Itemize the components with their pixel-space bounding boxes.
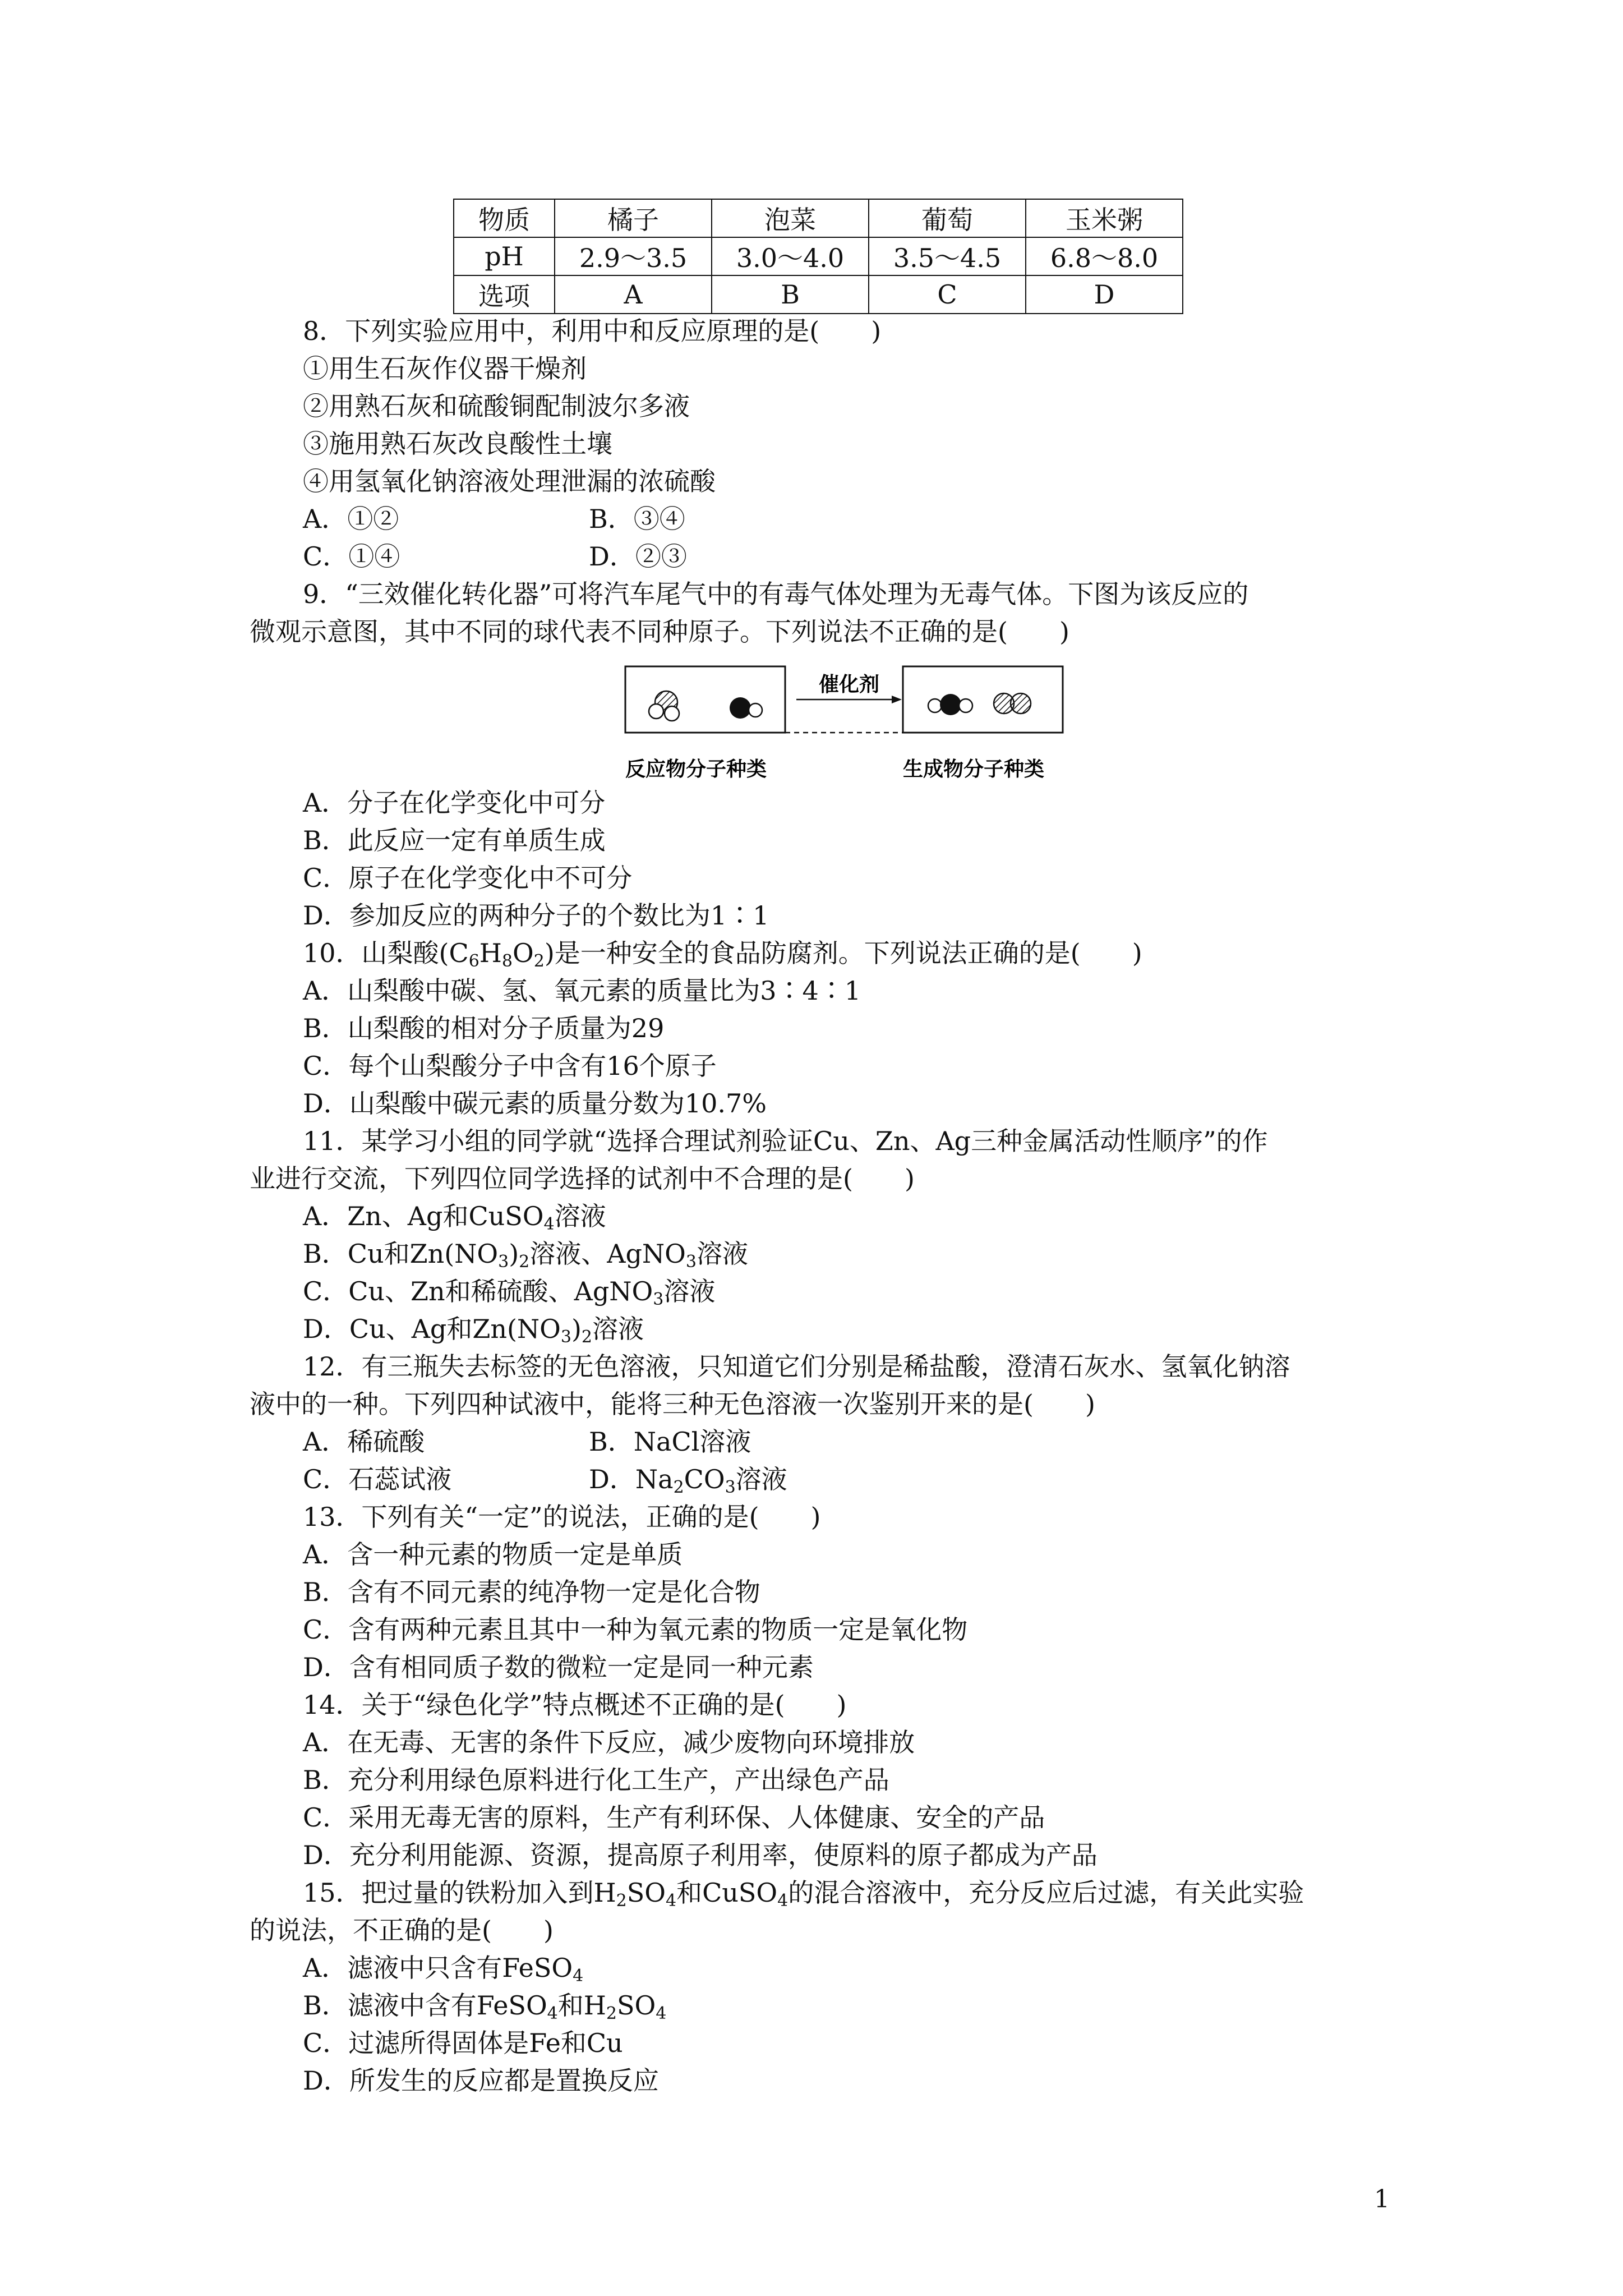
option-b: B．此反应一定有单质生成 <box>303 825 606 855</box>
option-a: A．分子在化学变化中可分 <box>303 788 606 818</box>
question-15-stem-cont: 的说法，不正确的是( ) <box>250 1915 554 1945</box>
white-atom <box>749 703 762 717</box>
option-d: D．所发生的反应都是置换反应 <box>303 2065 659 2096</box>
reaction-diagram <box>623 662 1071 791</box>
option-a: A．在无毒、无害的条件下反应，减少废物向环境排放 <box>303 1727 915 1757</box>
table-cell: 橘子 <box>555 199 712 237</box>
question-11-stem-cont: 业进行交流，下列四位同学选择的试剂中不合理的是( ) <box>250 1163 915 1194</box>
statement-2: ②用熟石灰和硫酸铜配制波尔多液 <box>303 391 690 421</box>
option-c: C．每个山梨酸分子中含有16个原子 <box>303 1051 717 1081</box>
black-atom <box>940 694 961 715</box>
question-10-stem: 10．山梨酸$(C_6H_8O_2)$是一种安全的食品防腐剂。下列说法正确的是( ) <box>303 938 1142 971</box>
option-d: D．②③ <box>589 541 687 572</box>
table-cell: 物质 <box>454 199 555 237</box>
option-a: A．滤液中只含有FeSO$_4$ <box>303 1953 584 1986</box>
question-11-stem: 11．某学习小组的同学就“选择合理试剂验证Cu、Zn、Ag三种金属活动性顺序”的作 <box>303 1126 1268 1156</box>
option-a: A．①② <box>303 504 399 534</box>
question-13-stem: 13．下列有关“一定”的说法，正确的是( ) <box>303 1502 821 1532</box>
option-c: C．采用无毒无害的原料，生产有利环保、人体健康、安全的产品 <box>303 1802 1045 1833</box>
option-d: D．Cu、Ag和$Zn(NO_3)_2$溶液 <box>303 1314 644 1347</box>
option-a: A．稀硫酸 <box>303 1427 425 1457</box>
table-cell: pH <box>454 237 555 275</box>
option-d: D．山梨酸中碳元素的质量分数为10.7% <box>303 1088 767 1119</box>
option-c: C．含有两种元素且其中一种为氧元素的物质一定是氧化物 <box>303 1614 968 1645</box>
white-atom <box>649 704 663 719</box>
option-a: A．含一种元素的物质一定是单质 <box>303 1539 683 1570</box>
ph-table <box>453 199 1183 314</box>
question-12-stem: 12．有三瓶失去标签的无色溶液，只知道它们分别是稀盐酸，澄清石灰水、氢氧化钠溶 <box>303 1351 1290 1382</box>
question-10-stem-post: )是一种安全的食品防腐剂。下列说法正确的是( ) <box>544 938 1142 968</box>
table-cell: D <box>1026 275 1183 314</box>
option-d: D．充分利用能源、资源，提高原子利用率，使原料的原子都成为产品 <box>303 1840 1098 1870</box>
option-c: C．①④ <box>303 541 400 572</box>
option-c: C．原子在化学变化中不可分 <box>303 863 633 893</box>
option-b: B．含有不同元素的纯净物一定是化合物 <box>303 1577 760 1607</box>
table-row <box>454 275 1183 314</box>
option-d: D．$Na_2CO_3$溶液 <box>589 1464 787 1497</box>
page-number: 1 <box>1374 2185 1390 2214</box>
option-b: B．滤液中含有FeSO$_4$和$H_2SO_4$ <box>303 1990 667 2023</box>
arrow-icon <box>892 696 902 703</box>
table-cell: B <box>712 275 869 314</box>
question-9-stem: 9．“三效催化转化器”可将汽车尾气中的有毒气体处理为无毒气体。下图为该反应的 <box>303 579 1249 609</box>
option-c: C．Cu、Zn和稀硫酸、AgNO$_3$溶液 <box>303 1276 716 1309</box>
table-cell: 玉米粥 <box>1026 199 1183 237</box>
table-cell: 3.5～4.5 <box>869 237 1026 275</box>
statement-4: ④用氢氧化钠溶液处理泄漏的浓硫酸 <box>303 466 716 496</box>
option-d: D．参加反应的两种分子的个数比为1∶1 <box>303 900 769 931</box>
table-cell: 3.0～4.0 <box>712 237 869 275</box>
option-b: B．③④ <box>589 504 685 534</box>
white-atom <box>665 706 679 721</box>
white-atom <box>959 699 972 712</box>
question-10-stem-pre: 10．山梨酸(C <box>303 938 469 968</box>
table-cell: 选项 <box>454 275 555 314</box>
question-12-stem-cont: 液中的一种。下列四种试液中，能将三种无色溶液一次鉴别开来的是( ) <box>250 1389 1095 1419</box>
option-c: C．石蕊试液 <box>303 1464 452 1494</box>
table-cell: 葡萄 <box>869 199 1026 237</box>
table-cell: C <box>869 275 1026 314</box>
question-15-stem: 15．把过量的铁粉加入到$H_2SO_4$和CuSO$_4$的混合溶液中，充分反应后过滤，有关此实验 <box>303 1878 1304 1911</box>
arrow-label: 催化剂 <box>819 673 880 696</box>
statement-1: ①用生石灰作仪器干燥剂 <box>303 353 587 384</box>
table-cell: A <box>555 275 712 314</box>
option-b: B．充分利用绿色原料进行化工生产，产出绿色产品 <box>303 1765 889 1795</box>
statement-3: ③施用熟石灰改良酸性土壤 <box>303 429 612 459</box>
table-row <box>454 237 1183 275</box>
option-c: C．过滤所得固体是Fe和Cu <box>303 2028 623 2058</box>
table-cell: 泡菜 <box>712 199 869 237</box>
option-a: A．Zn、Ag和CuSO$_4$溶液 <box>303 1201 606 1234</box>
question-14-stem: 14．关于“绿色化学”特点概述不正确的是( ) <box>303 1690 847 1720</box>
product-caption: 生成物分子种类 <box>903 758 1045 781</box>
reactant-caption: 反应物分子种类 <box>625 758 767 781</box>
black-atom <box>730 697 751 719</box>
table-row <box>454 199 1183 237</box>
option-b: B．山梨酸的相对分子质量为29 <box>303 1013 665 1043</box>
option-b: B．Cu和$Zn(NO_3)_2$溶液、AgNO$_3$溶液 <box>303 1239 748 1272</box>
option-a: A．山梨酸中碳、氢、氧元素的质量比为3∶4∶1 <box>303 976 861 1006</box>
table-cell: 2.9～3.5 <box>555 237 712 275</box>
table-cell: 6.8～8.0 <box>1026 237 1183 275</box>
question-8-stem: 8．下列实验应用中，利用中和反应原理的是( ) <box>303 316 882 346</box>
reactant-box <box>625 666 785 733</box>
option-d: D．含有相同质子数的微粒一定是同一种元素 <box>303 1652 814 1682</box>
option-b: B．NaCl溶液 <box>589 1427 751 1457</box>
question-9-stem-cont: 微观示意图，其中不同的球代表不同种原子。下列说法不正确的是( ) <box>250 616 1069 647</box>
white-atom <box>928 699 942 712</box>
hatched-atom <box>1011 693 1031 714</box>
product-box <box>903 666 1063 733</box>
